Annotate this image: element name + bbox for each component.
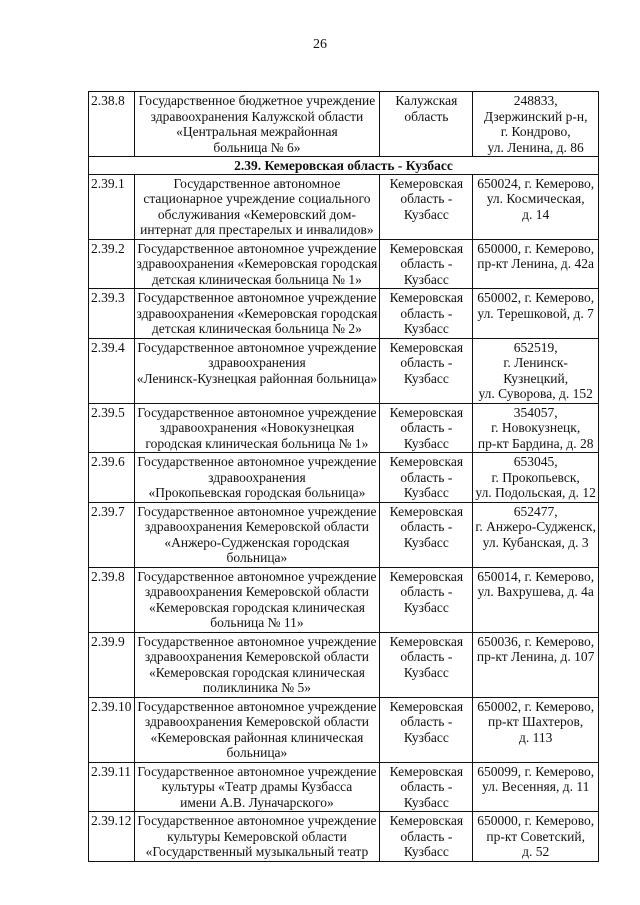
cell-line: Кемеровская	[389, 339, 464, 355]
cell-line: 650024, г. Кемерово,	[477, 175, 595, 191]
cell-line: Кузбасс	[403, 485, 449, 500]
cell-line: 650014, г. Кемерово,	[477, 568, 595, 584]
row-number: 2.39.11	[89, 762, 135, 812]
cell-line: г. Кондрово,	[500, 124, 571, 139]
institution-name	[134, 567, 380, 632]
cell-line: ул. Подольская, д. 12	[475, 485, 596, 500]
cell-line: поликлиника № 5»	[202, 680, 312, 695]
cell-line: д. 14	[522, 206, 550, 222]
cell-line: Кемеровская	[389, 503, 464, 519]
cell-line: «Ленинск-Кузнецкая районная больница»	[136, 370, 378, 386]
cell-line: здравоохранения Кемеровской области	[144, 584, 369, 599]
table-row	[89, 453, 599, 503]
cell-line: Государственное автономное учреждение	[137, 813, 377, 828]
section-header-row	[89, 157, 599, 175]
row-number: 2.39.9	[89, 632, 135, 697]
table-row	[89, 567, 599, 632]
cell-line: детская клиническая больница № 2»	[151, 321, 362, 336]
cell-line: 248833,	[513, 93, 558, 108]
cell-line: ул. Терешковой, д. 7	[477, 305, 594, 321]
cell-line: Кемеровская	[389, 633, 464, 649]
region	[380, 812, 473, 862]
table-row	[89, 632, 599, 697]
cell-line: Государственное автономное учреждение	[137, 763, 377, 779]
cell-line: Дзержинский р-н,	[483, 108, 588, 124]
table-row	[89, 502, 599, 567]
row-number: 2.39.12	[89, 812, 135, 862]
cell-line: обслуживания «Кемеровский дом-	[157, 206, 356, 222]
cell-line: «Анжеро-Судженская городская	[164, 534, 350, 550]
institution-name	[134, 92, 380, 157]
cell-line: ул. Суворова, д. 152	[478, 386, 593, 401]
cell-line: г. Новокузнецк,	[491, 420, 581, 435]
institution-name	[134, 812, 380, 862]
address	[473, 92, 599, 157]
cell-line: «Кемеровская районная клиническая	[150, 729, 364, 745]
cell-line: культуры «Театр драмы Кузбасса	[161, 779, 353, 794]
cell-line: Кемеровская	[389, 175, 464, 191]
cell-line: область -	[400, 779, 453, 794]
cell-line: Кузбасс	[403, 321, 449, 336]
cell-line: здравоохранения	[208, 355, 306, 370]
cell-line: культуры Кемеровской области	[167, 828, 347, 844]
cell-line: Кузбасс	[403, 599, 449, 615]
address	[473, 567, 599, 632]
row-number: 2.39.6	[89, 453, 135, 503]
cell-line: 650000, г. Кемерово,	[477, 813, 595, 828]
region	[380, 239, 473, 289]
cell-line: 652519,	[513, 339, 558, 355]
cell-line: ул. Кубанская, д. 3	[482, 534, 589, 550]
cell-line: г. Прокопьевск,	[491, 469, 580, 485]
region	[380, 289, 473, 339]
cell-line: область -	[400, 714, 453, 729]
cell-line: здравоохранения Кемеровской области	[144, 519, 369, 534]
table-row	[89, 812, 599, 862]
address	[473, 812, 599, 862]
cell-line: г. Ленинск-	[503, 355, 568, 370]
cell-line: Государственное автономное	[173, 175, 341, 191]
cell-line: Кузбасс	[403, 729, 449, 745]
row-number: 2.39.1	[89, 174, 135, 239]
cell-line: д. 113	[518, 729, 553, 745]
cell-line: д. 52	[522, 844, 550, 859]
cell-line: 650000, г. Кемерово,	[477, 240, 595, 256]
cell-line: Кемеровская	[389, 763, 464, 779]
region	[380, 338, 473, 403]
institution-name	[134, 697, 380, 762]
region	[380, 567, 473, 632]
cell-line: область -	[400, 355, 453, 370]
table-row	[89, 403, 599, 453]
address	[473, 403, 599, 453]
table-row	[89, 239, 599, 289]
cell-line: «Государственный музыкальный театр	[145, 844, 369, 859]
cell-line: ул. Вахрушева, д. 4а	[477, 584, 594, 599]
cell-line: 650002, г. Кемерово,	[477, 698, 595, 714]
cell-line: 650036, г. Кемерово,	[477, 633, 595, 649]
cell-line: Калужская	[395, 93, 458, 108]
address	[473, 239, 599, 289]
cell-line: городская клиническая больница № 1»	[145, 435, 369, 451]
row-number: 2.39.8	[89, 567, 135, 632]
row-number: 2.39.4	[89, 338, 135, 403]
cell-line: Государственное бюджетное учреждение	[138, 93, 376, 108]
cell-line: пр-кт Бардина, д. 28	[477, 435, 594, 451]
cell-line: 354057,	[513, 404, 558, 420]
cell-line: Кемеровская	[389, 454, 464, 469]
cell-line: Кузнецкий,	[503, 370, 569, 386]
cell-line: ул. Космическая,	[486, 191, 585, 206]
cell-line: здравоохранения Кемеровской области	[144, 649, 369, 664]
cell-line: больница № 11»	[210, 615, 304, 630]
table-row	[89, 174, 599, 239]
cell-line: «Кемеровская городская клиническая	[148, 664, 365, 680]
cell-line: 653045,	[513, 454, 558, 469]
cell-line: здравоохранения «Кемеровская городская	[136, 305, 378, 321]
address	[473, 762, 599, 812]
cell-line: больница»	[226, 550, 288, 565]
cell-line: Государственное автономное учреждение	[137, 290, 377, 305]
cell-line: область -	[400, 519, 453, 534]
cell-line: ул. Ленина, д. 86	[487, 139, 584, 155]
cell-line: «Центральная межрайонная	[176, 124, 338, 139]
cell-line: Государственное автономное учреждение	[137, 633, 377, 649]
page-number: 26	[313, 37, 327, 52]
institution-name	[134, 403, 380, 453]
cell-line: Кузбасс	[403, 271, 449, 287]
cell-line: Кузбасс	[403, 844, 449, 859]
institution-name	[134, 289, 380, 339]
institution-name	[134, 632, 380, 697]
cell-line: пр-кт Советский,	[486, 828, 585, 844]
cell-line: больница № 6»	[213, 139, 301, 155]
cell-line: Кемеровская	[389, 813, 464, 828]
region	[380, 92, 473, 157]
table-row	[89, 338, 599, 403]
row-number: 2.39.5	[89, 403, 135, 453]
cell-line: область -	[400, 584, 453, 599]
address	[473, 289, 599, 339]
cell-line: Государственное автономное учреждение	[137, 503, 377, 519]
cell-line: область -	[400, 469, 453, 485]
institution-name	[134, 174, 380, 239]
cell-line: интернат для престарелых и инвалидов»	[140, 222, 374, 237]
cell-line: Кузбасс	[403, 794, 449, 810]
address	[473, 453, 599, 503]
cell-line: Государственное автономное учреждение	[137, 240, 377, 256]
cell-line: «Кемеровская городская клиническая	[148, 599, 365, 615]
institution-name	[134, 239, 380, 289]
cell-line: здравоохранения Калужской области	[150, 108, 364, 124]
cell-line: пр-кт Ленина, д. 107	[476, 649, 595, 664]
cell-line: Кузбасс	[403, 370, 449, 386]
row-number: 2.39.2	[89, 239, 135, 289]
cell-line: 652477,	[513, 503, 558, 519]
cell-line: область -	[400, 828, 453, 844]
row-number: 2.39.7	[89, 502, 135, 567]
row-number: 2.39.3	[89, 289, 135, 339]
address	[473, 632, 599, 697]
cell-line: Кемеровская	[389, 568, 464, 584]
cell-line: область -	[400, 256, 453, 271]
address	[473, 174, 599, 239]
region	[380, 174, 473, 239]
institution-name	[134, 338, 380, 403]
institution-name	[134, 502, 380, 567]
address	[473, 338, 599, 403]
region	[380, 762, 473, 812]
cell-line: область	[404, 108, 449, 124]
table-row	[89, 289, 599, 339]
cell-line: Государственное автономное учреждение	[137, 339, 377, 355]
institutions-table	[88, 91, 599, 862]
cell-line: ул. Весенняя, д. 11	[481, 779, 590, 794]
cell-line: Государственное автономное учреждение	[137, 698, 377, 714]
cell-line: Кемеровская	[389, 240, 464, 256]
address	[473, 502, 599, 567]
row-number: 2.39.10	[89, 697, 135, 762]
region	[380, 403, 473, 453]
institution-name	[134, 762, 380, 812]
section-title: 2.39. Кемеровская область - Кузбасс	[89, 157, 599, 175]
cell-line: Кузбасс	[403, 664, 449, 680]
region	[380, 697, 473, 762]
cell-line: пр-кт Шахтеров,	[488, 714, 584, 729]
table-row	[89, 92, 599, 157]
table-row	[89, 697, 599, 762]
cell-line: здравоохранения Кемеровской области	[144, 714, 369, 729]
cell-line: больница»	[226, 745, 288, 760]
cell-line: г. Анжеро-Судженск,	[475, 519, 596, 534]
table-row	[89, 762, 599, 812]
cell-line: здравоохранения «Кемеровская городская	[136, 256, 378, 271]
address	[473, 697, 599, 762]
cell-line: область -	[400, 420, 453, 435]
cell-line: Кузбасс	[403, 435, 449, 451]
cell-line: стационарное учреждение социального	[143, 191, 371, 206]
region	[380, 453, 473, 503]
cell-line: Кемеровская	[389, 404, 464, 420]
region	[380, 632, 473, 697]
cell-line: Кемеровская	[389, 290, 464, 305]
cell-line: «Прокопьевская городская больница»	[148, 485, 366, 500]
institution-name	[134, 453, 380, 503]
cell-line: Государственное автономное учреждение	[137, 568, 377, 584]
row-number: 2.38.8	[89, 92, 135, 157]
cell-line: здравоохранения	[208, 469, 306, 485]
cell-line: детская клиническая больница № 1»	[151, 271, 362, 287]
cell-line: Государственное автономное учреждение	[137, 404, 377, 420]
cell-line: имени А.В. Луначарского»	[180, 794, 334, 810]
cell-line: Кузбасс	[403, 534, 449, 550]
cell-line: область -	[400, 305, 453, 321]
cell-line: Кемеровская	[389, 698, 464, 714]
cell-line: 650099, г. Кемерово,	[477, 763, 595, 779]
cell-line: здравоохранения «Новокузнецкая	[159, 420, 355, 435]
cell-line: Государственное автономное учреждение	[137, 454, 377, 469]
cell-line: 650002, г. Кемерово,	[477, 290, 595, 305]
cell-line: пр-кт Ленина, д. 42а	[477, 256, 595, 271]
region	[380, 502, 473, 567]
cell-line: область -	[400, 191, 453, 206]
cell-line: Кузбасс	[403, 206, 449, 222]
cell-line: область -	[400, 649, 453, 664]
